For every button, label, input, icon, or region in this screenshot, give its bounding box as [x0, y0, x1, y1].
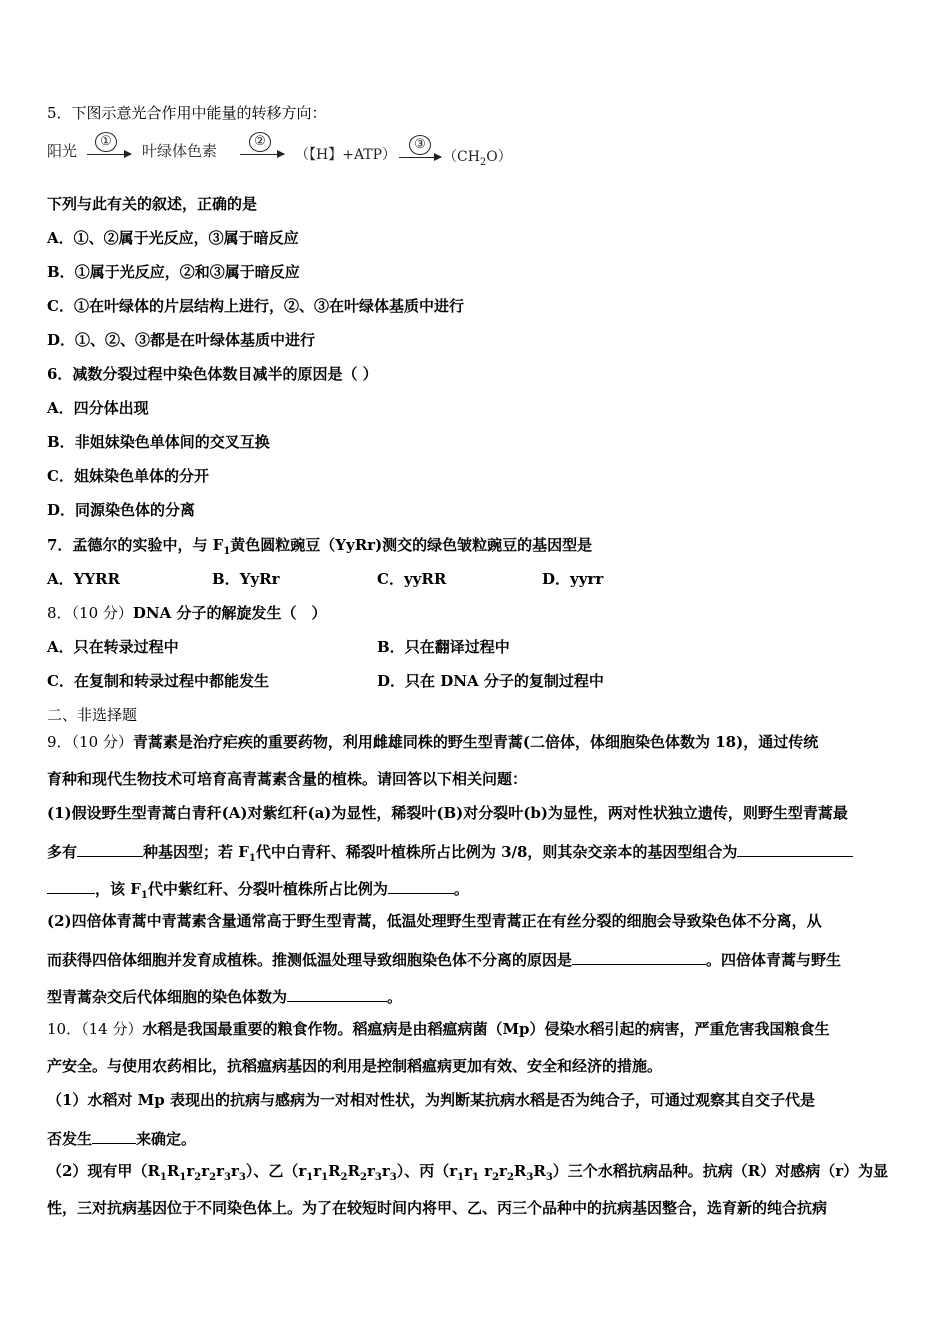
arrow-2-icon [240, 154, 284, 155]
answer-blank-5[interactable] [287, 985, 387, 1002]
q7-option-a[interactable]: A．YYRR [47, 570, 120, 588]
q9-line-6: (2)四倍体青蒿中青蒿素含量通常高于野生型青蒿，低温处理野生型青蒿正在有丝分裂的细胞会导致染色体不分离，从 [47, 912, 822, 930]
q6-option-c[interactable]: C．姐妹染色单体的分开 [47, 467, 209, 485]
q8-title: 8．（10 分）DNA 分子的解旋发生（ ） [47, 604, 327, 622]
q9-line-4: 多有 种基因型；若 $F_1$代中白青秆、稀裂叶植株所占比例为 3/8，则其杂交亲本的基因型组合为 [47, 840, 906, 869]
q5-title: 5．下图示意光合作用中能量的转移方向： [47, 104, 327, 122]
q5-option-d[interactable]: D．①、②、③都是在叶绿体基质中进行 [47, 331, 316, 349]
section-heading: 二、非选择题 [47, 706, 138, 724]
q5-option-c[interactable]: C．①在叶绿体的片层结构上进行，②、③在叶绿体基质中进行 [47, 297, 464, 315]
q9-line-3: (1)假设野生型青蒿白青秆(A)对紫红秆(a)为显性，稀裂叶(B)对分裂叶(b)为显性，两对性状独立遗传，则野生型青蒿最 [47, 804, 848, 822]
q10-line-6: 性，三对抗病基因位于不同染色体上。为了在较短时间内将甲、乙、丙三个品种中的抗病基因整合，选育新的纯合抗病 [47, 1199, 828, 1217]
q9-line-8: 型青蒿杂交后代体细胞的染色体数为 。 [47, 985, 906, 1007]
q7-option-b[interactable]: B．YyRr [212, 570, 280, 588]
answer-blank-4[interactable] [572, 948, 706, 965]
q10-line-5: （2）现有甲$(R_1R_1r_2r_2r_3r_3)$、乙$(r_1r_1R_2R_2r_3r_3)$、丙（$r_1r_1$ $r_2r_2R_3R_3$）三个水稻抗病品种。抗病（R）对感病（r）为显 [47, 1162, 889, 1183]
q9-line-2: 育种和现代生物技术可培育高青蒿素含量的植株。请回答以下相关问题： [47, 770, 528, 788]
diagram-pigment: 叶绿体色素 [142, 142, 218, 160]
answer-blank-6[interactable] [92, 1127, 136, 1144]
diagram-products: （【H】+ATP） [295, 147, 397, 163]
q8-option-a[interactable]: A．只在转录过程中 [47, 638, 179, 656]
q5-option-b[interactable]: B．①属于光反应，②和③属于暗反应 [47, 263, 300, 281]
answer-blank-3[interactable] [388, 877, 454, 894]
q6-title: 6．减数分裂过程中染色体数目减半的原因是（ ） [47, 365, 378, 383]
q7-option-d[interactable]: D．yyrr [542, 570, 604, 588]
q7-title: 7．孟德尔的实验中，与 $F_1$黄色圆粒豌豆（YyRr)测交的绿色皱粒豌豆的基因型是 [47, 536, 593, 557]
q8-option-c[interactable]: C．在复制和转录过程中都能发生 [47, 672, 269, 690]
q9-line-5: ，该 $F_1$代中紫红秆、分裂叶植株所占比例为 。 [47, 877, 906, 906]
answer-blank-2[interactable] [737, 840, 853, 857]
arrow-1-icon [87, 154, 131, 155]
q10-line-3: （1）水稻对 Mp 表现出的抗病与感病为一对相对性状，为判断某抗病水稻是否为纯合子，可通过观察其自交子代是 [47, 1091, 815, 1109]
diagram-carbohydrate: $(CH_2O)$ [443, 149, 512, 168]
answer-blank-1[interactable] [77, 840, 143, 857]
q10-line-2: 产安全。与使用农药相比，抗稻瘟病基因的利用是控制稻瘟病更加有效、安全和经济的措施。 [47, 1057, 663, 1075]
diagram-step-1: ① [95, 132, 117, 152]
q8-option-b[interactable]: B．只在翻译过程中 [377, 638, 510, 656]
q6-option-a[interactable]: A．四分体出现 [47, 399, 149, 417]
q5-option-a[interactable]: A．①、②属于光反应，③属于暗反应 [47, 229, 299, 247]
diagram-sunlight: 阳光 [47, 142, 78, 160]
q9-line-7: 而获得四倍体细胞并发育成植株。推测低温处理导致细胞染色体不分离的原因是 。四倍体青蒿与野生 [47, 948, 906, 970]
q6-option-b[interactable]: B．非姐妹染色单体间的交叉互换 [47, 433, 270, 451]
q5-stem: 下列与此有关的叙述，正确的是 [47, 195, 258, 213]
diagram-step-2: ② [249, 132, 271, 152]
q7-option-c[interactable]: C．yyRR [377, 570, 447, 588]
q10-line-1: 10．（14 分）水稻是我国最重要的粮食作物。稻瘟病是由稻瘟病菌（Mp）侵染水稻引起的病害，严重危害我国粮食生 [47, 1020, 830, 1038]
q8-option-d[interactable]: D．只在 DNA 分子的复制过程中 [377, 672, 604, 690]
energy-transfer-diagram [47, 134, 567, 170]
diagram-step-3: ③ [409, 135, 431, 155]
q10-line-4: 否发生 来确定。 [47, 1127, 906, 1149]
q9-line-1: 9．（10 分）青蒿素是治疗疟疾的重要药物，利用雌雄同株的野生型青蒿(二倍体，体细胞染色体数为 18)，通过传统 [47, 733, 819, 751]
q6-option-d[interactable]: D．同源染色体的分离 [47, 501, 196, 519]
arrow-3-icon [399, 157, 441, 158]
answer-blank-2-cont[interactable] [47, 877, 95, 894]
